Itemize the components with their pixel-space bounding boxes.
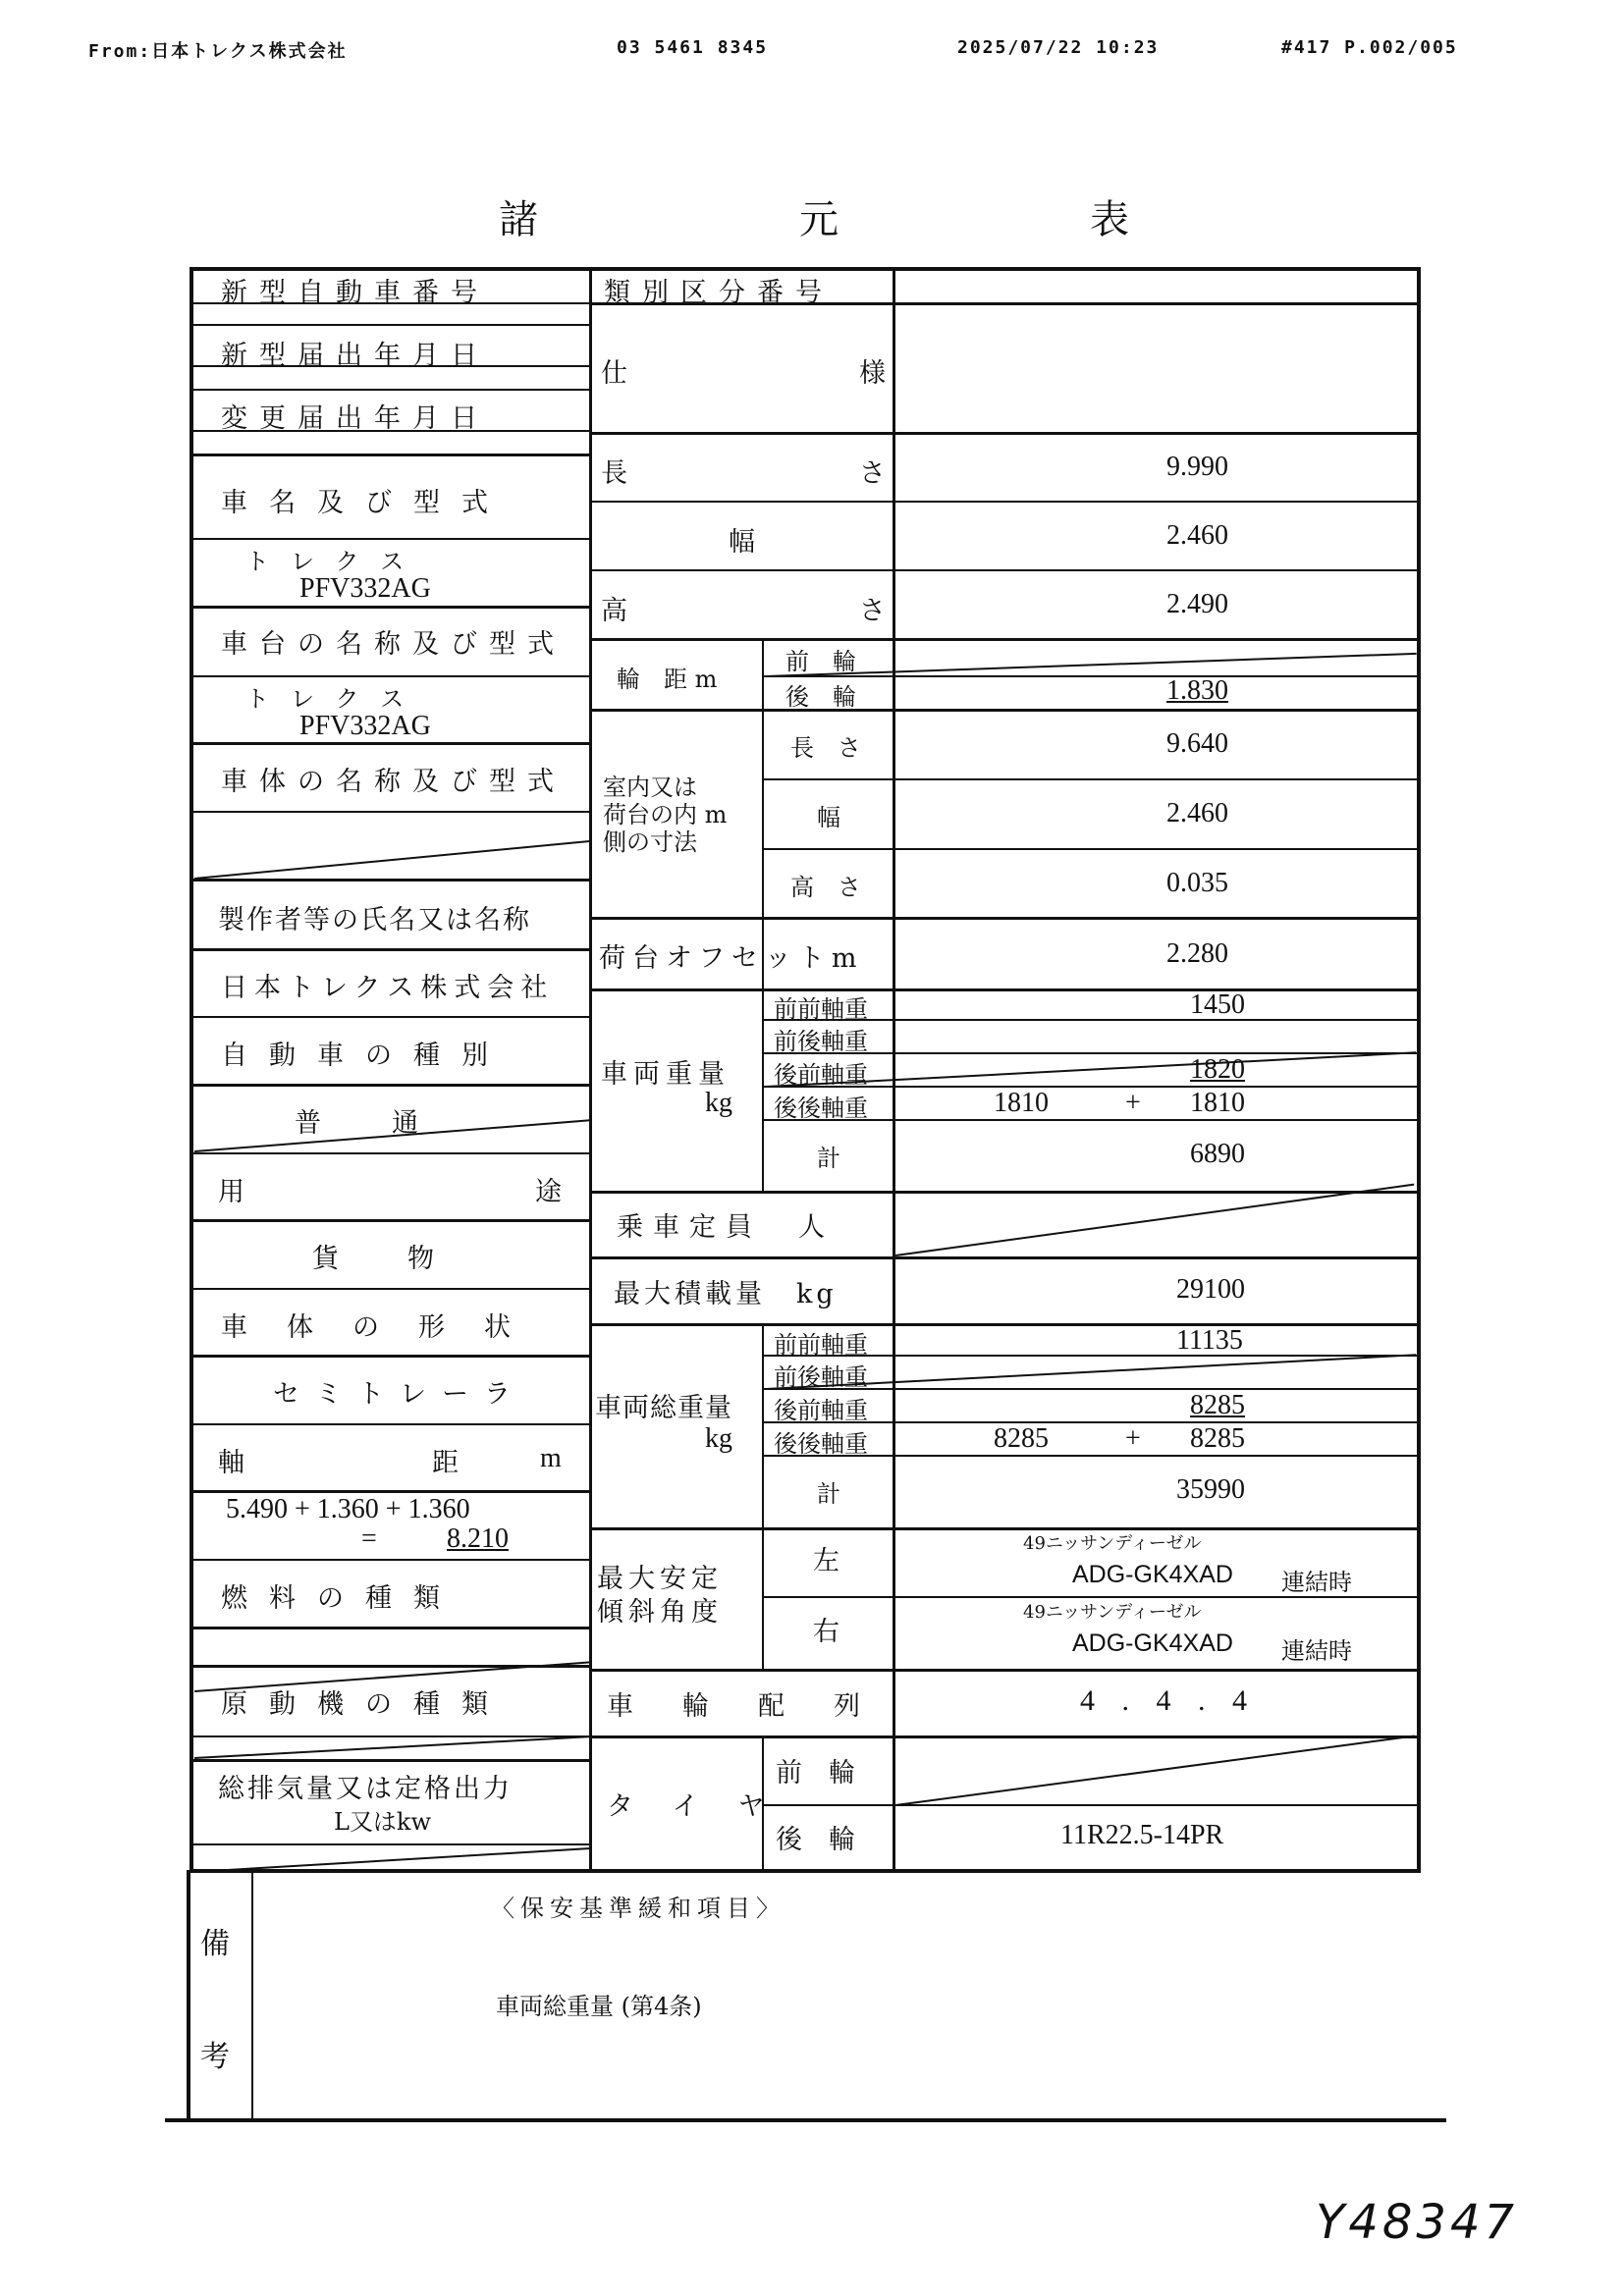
- displacement-label: 総排気量又は定格出力: [218, 1774, 513, 1804]
- vehicle-name-label: 車名及び型式: [221, 488, 510, 518]
- remarks-heading: 〈保安基準緩和項目〉: [491, 1895, 785, 1922]
- g-ff-label: 前前軸重: [774, 1331, 868, 1359]
- title-char-1: 諸: [499, 197, 538, 242]
- spec-label-left: 仕: [601, 358, 627, 389]
- tilt-left-bottom: ADG-GK4XAD: [1072, 1561, 1233, 1588]
- remarks-item: 車両総重量 (第4条): [496, 1993, 702, 2020]
- wheel-arrangement-label: 車輪配列: [607, 1691, 909, 1722]
- height-label-left: 高: [601, 596, 627, 626]
- usage: 貨物: [312, 1244, 503, 1274]
- axle-dist-label-left: 軸: [218, 1448, 244, 1478]
- body-shape: セミトレーラ: [273, 1379, 526, 1410]
- g-rf-label: 後前軸重: [774, 1397, 868, 1424]
- weight-unit: kg: [705, 1088, 732, 1118]
- offset-value: 2.280: [1166, 938, 1228, 969]
- tilt-right-label: 右: [813, 1617, 839, 1647]
- w-rf-value: 1820: [1190, 1054, 1245, 1085]
- wheel-arrangement-value: 4 . 4 . 4: [1080, 1684, 1257, 1717]
- engine-label: 原動機の種類: [221, 1689, 510, 1720]
- tilt-left-label: 左: [813, 1546, 839, 1576]
- fax-datetime: 2025/07/22 10:23: [957, 37, 1160, 58]
- tilt-label-1: 最大安定: [597, 1564, 723, 1594]
- cargo-label-2: 荷台の内 m: [603, 801, 728, 828]
- tire-label: タイヤ: [607, 1791, 804, 1822]
- w-total-label: 計: [817, 1145, 840, 1172]
- tread-label: 輪 距 m: [617, 666, 718, 693]
- cargo-length-label: 長 さ: [790, 734, 861, 762]
- g-rf-value: 8285: [1190, 1390, 1245, 1420]
- fuel-label: 燃料の種類: [221, 1583, 461, 1614]
- w-rf-label: 後前軸重: [774, 1061, 868, 1089]
- offset-label: 荷台オフセットm: [599, 943, 864, 974]
- axle-total: 8.210: [447, 1523, 509, 1554]
- fax-from: From:日本トレクス株式会社: [88, 41, 348, 62]
- body-label: 車体の名称及び型式: [221, 767, 566, 797]
- usage-label-right: 途: [535, 1177, 562, 1207]
- g-rr-a: 8285: [994, 1423, 1049, 1454]
- weight-label: 車両重量: [601, 1059, 731, 1090]
- cargo-length-value: 9.640: [1166, 728, 1228, 759]
- cargo-label-1: 室内又は: [603, 774, 697, 801]
- tilt-left-note: 連結時: [1281, 1569, 1352, 1596]
- width-value: 2.460: [1166, 520, 1228, 551]
- axle-eq: =: [361, 1523, 377, 1554]
- maker-label: 製作者等の氏名又は名称: [218, 905, 531, 935]
- width-label: 幅: [729, 527, 755, 558]
- tire-rear-label: 後 輪: [776, 1825, 855, 1855]
- w-rr-label: 後後軸重: [774, 1095, 868, 1122]
- title-char-3: 表: [1090, 197, 1129, 242]
- axle-dist-label-unit: m: [540, 1443, 562, 1473]
- vehicle-type-label: 自動車の種別: [221, 1041, 510, 1071]
- tilt-right-note: 連結時: [1281, 1637, 1352, 1665]
- category-label: 類別区分番号: [604, 278, 834, 308]
- height-value: 2.490: [1166, 589, 1228, 619]
- usage-label-left: 用: [218, 1177, 244, 1207]
- fax-phone: 03 5461 8345: [617, 37, 769, 58]
- length-value: 9.990: [1166, 452, 1228, 482]
- tilt-label-2: 傾斜角度: [597, 1597, 723, 1628]
- new-model-number-label: 新型自動車番号: [221, 278, 489, 308]
- g-rr-plus: +: [1125, 1423, 1141, 1454]
- remarks-label-top: 備: [200, 1927, 230, 1961]
- vehicle-type: 普通: [295, 1108, 489, 1139]
- cargo-label-3: 側の寸法: [603, 828, 697, 856]
- title-char-2: 元: [799, 197, 839, 242]
- tire-front-label: 前 輪: [776, 1758, 855, 1789]
- w-ff-value: 1450: [1190, 989, 1245, 1020]
- length-label-left: 長: [601, 458, 627, 489]
- w-rr-b: 1810: [1190, 1088, 1245, 1118]
- g-rr-b: 8285: [1190, 1423, 1245, 1454]
- capacity-label: 乗車定員 人: [617, 1212, 835, 1243]
- maker-name: 日本トレクス株式会社: [221, 973, 555, 1003]
- spec-label-right: 様: [859, 358, 886, 389]
- g-total-label: 計: [817, 1480, 840, 1508]
- cargo-height-value: 0.035: [1166, 868, 1228, 898]
- tilt-right-top: 49ニッサンディーゼル: [1023, 1602, 1202, 1623]
- axle-dist-label-mid: 距: [432, 1448, 459, 1478]
- gross-label: 車両総重量: [595, 1393, 732, 1423]
- w-fr-label: 前後軸重: [774, 1028, 868, 1055]
- chassis-name: トレクス: [245, 685, 426, 713]
- cargo-height-label: 高 さ: [790, 874, 861, 901]
- handwritten-number: Y48347: [1316, 2195, 1519, 2250]
- tread-front-label: 前 輪: [785, 648, 856, 675]
- vehicle-model: PFV332AG: [299, 573, 431, 604]
- displacement-unit: L又はkw: [334, 1808, 432, 1836]
- length-label-right: さ: [859, 458, 886, 489]
- tread-rear-label: 後 輪: [785, 683, 856, 711]
- g-total-value: 35990: [1176, 1474, 1245, 1505]
- vehicle-name: トレクス: [245, 548, 426, 575]
- chassis-label: 車台の名称及び型式: [221, 629, 566, 660]
- gross-unit: kg: [705, 1423, 732, 1454]
- tilt-right-bottom: ADG-GK4XAD: [1072, 1629, 1233, 1657]
- cargo-width-label: 幅: [817, 804, 840, 831]
- tilt-left-top: 49ニッサンディーゼル: [1023, 1533, 1202, 1554]
- g-rr-label: 後後軸重: [774, 1430, 868, 1458]
- new-model-date-label: 新型届出年月日: [221, 341, 489, 371]
- tread-rear-value: 1.830: [1166, 675, 1228, 706]
- g-fr-label: 前後軸重: [774, 1363, 868, 1391]
- cargo-width-value: 2.460: [1166, 798, 1228, 828]
- w-total-value: 6890: [1190, 1139, 1245, 1169]
- fax-page: #417 P.002/005: [1281, 37, 1458, 58]
- change-date-label: 変更届出年月日: [221, 403, 489, 434]
- body-shape-label: 車体の形状: [221, 1312, 550, 1343]
- height-label-right: さ: [859, 596, 886, 626]
- axle-formula: 5.490 + 1.360 + 1.360: [226, 1494, 470, 1524]
- max-load-value: 29100: [1176, 1274, 1245, 1305]
- w-ff-label: 前前軸重: [774, 995, 868, 1023]
- g-ff-value: 11135: [1176, 1325, 1243, 1356]
- chassis-model: PFV332AG: [299, 711, 431, 741]
- w-rr-plus: +: [1125, 1088, 1141, 1118]
- w-rr-a: 1810: [994, 1088, 1049, 1118]
- tire-rear-value: 11R22.5-14PR: [1060, 1820, 1224, 1850]
- max-load-label: 最大積載量 kg: [614, 1279, 838, 1309]
- remarks-label-bottom: 考: [200, 2040, 230, 2074]
